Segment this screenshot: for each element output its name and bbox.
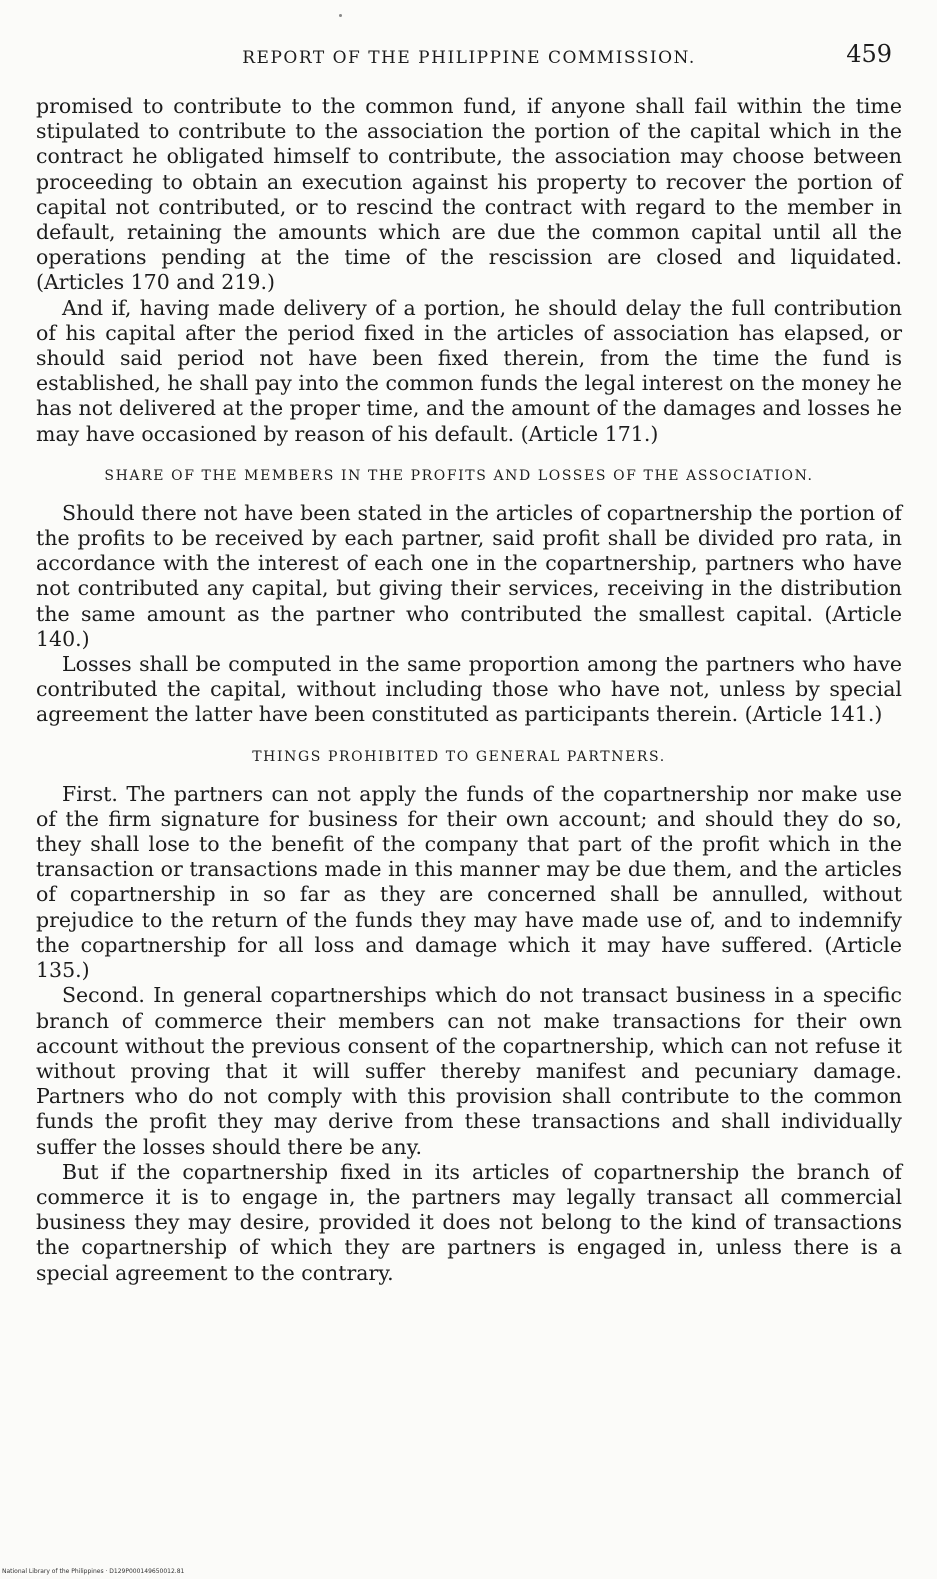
paragraph-first: First. The partners can not apply the funds of the copartnership nor make use of the firm signature for business for their own account; and should they do so, they shall lose to the benefit of the company that part of the profit which in the transaction or transactions made in this manner may be due them, and the articles of copartnership in so far as they are concerned shall be annulled, without prejudice to the return of the funds they may have made use of, and to indemnify the copartnership for all loss and damage which it may have suffered. (Article 135.) (36, 781, 902, 983)
scan-source-footer: National Library of the Philippines · D129P000149650012.81 (2, 1568, 185, 1575)
page-number: 459 (846, 40, 892, 68)
paragraph-continuation: promised to contribute to the common fund, if anyone shall fail within the time stipulated to contribute to the association the portion of the capital which in the contract he obligated himself to contribute, the association may choose between proceeding to obtain an execution against his property to recover the portion of capital not contributed, or to rescind the contract with regard to the member in default, retaining the amounts which are due the common capital until all the operations pending at the time of the rescission are closed and liquidated. (Articles 170 and 219.) (36, 94, 902, 295)
section-heading-things-prohibited: THINGS PROHIBITED TO GENERAL PARTNERS. (252, 748, 666, 765)
body-text (36, 94, 902, 1286)
paragraph-losses: Losses shall be computed in the same proportion among the partners who have contributed the capital, without including those who have not, unless by special agreement the latter have been constituted as participants therein. (Article 141.) (36, 652, 902, 727)
print-speck (339, 14, 342, 17)
paragraph-but-if: But if the copartnership fixed in its articles of copartnership the branch of commerce it is to engage in, the partners may legally transact all commercial business they may desire, provided it does not belong to the kind of transactions the copartnership of which they are partners is engaged in, unless there is a special agreement to the contrary. (36, 1159, 902, 1285)
running-title: REPORT OF THE PHILIPPINE COMMISSION. (242, 48, 696, 68)
paragraph-delay-contribution: And if, having made delivery of a portion, he should delay the full contribution of his capital after the period fixed in the articles of association has elapsed, or should said period not have been fixed therein, from the time the fund is established, he shall pay into the common funds the legal interest on the money he has not delivered at the proper time, and the amount of the damages and losses he may have occasioned by reason of his default. (Article 171.) (36, 295, 902, 446)
paragraph-second: Second. In general copartnerships which do not transact business in a specific branch of commerce their members can not make transactions for their own account without the previous consent of the copartnership, which can not refuse it without proving that it will suffer thereby manifest and pecuniary damage. Partners who do not comply with this provision shall contribute to the common funds the profit they may derive from these transactions and shall individually suffer the losses should there be any. (36, 983, 902, 1159)
document-page (36, 36, 902, 1536)
paragraph-profits: Should there not have been stated in the articles of copartnership the portion of the profits to be received by each partner, said profit shall be divided pro rata, in accordance with the interest of each one in the copartnership, partners who have not contributed any capital, but giving their services, receiving in the distribution the same amount as the partner who contributed the smallest capital. (Article 140.) (36, 500, 902, 651)
running-header (36, 36, 902, 80)
section-heading-share-profits-losses: SHARE OF THE MEMBERS IN THE PROFITS AND LOSSES OF THE ASSOCIATION. (104, 467, 814, 484)
